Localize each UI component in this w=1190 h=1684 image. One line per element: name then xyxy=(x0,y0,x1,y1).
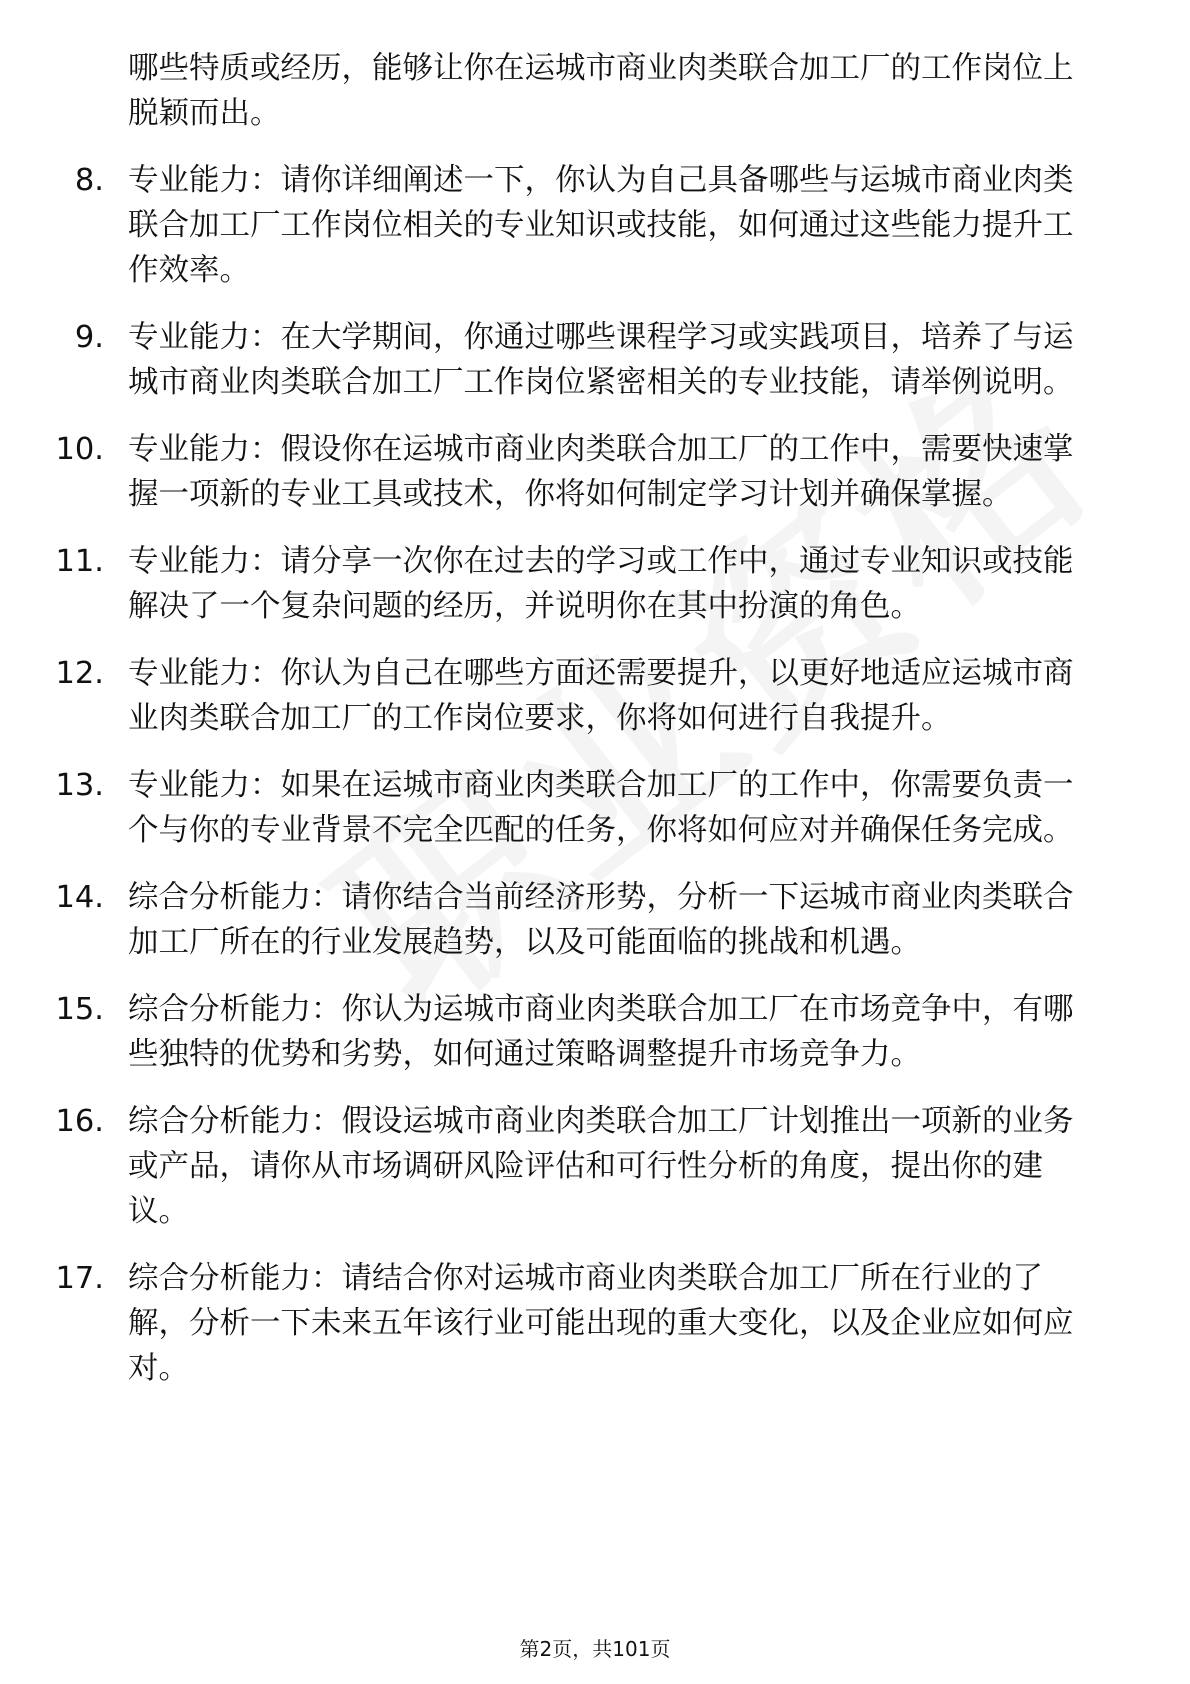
item-text: 专业能力：在大学期间，你通过哪些课程学习或实践项目，培养了与运城市商业肉类联合加工厂工作岗位紧密相关的专业技能，请举例说明。 xyxy=(128,320,1074,400)
item-text: 综合分析能力：假设运城市商业肉类联合加工厂计划推出一项新的业务或产品，请你从市场调研风险评估和可行性分析的角度，提出你的建议。 xyxy=(128,1104,1074,1229)
question-list xyxy=(0,46,1190,1413)
item-number: 14. xyxy=(55,880,104,915)
item-text: 综合分析能力：你认为运城市商业肉类联合加工厂在市场竞争中，有哪些独特的优势和劣势，如何通过策略调整提升市场竞争力。 xyxy=(128,992,1074,1072)
item-number: 11. xyxy=(55,544,104,579)
page-footer: 第2页，共101页 xyxy=(519,1637,671,1661)
item-number: 12. xyxy=(55,656,104,691)
list-item xyxy=(0,539,1103,629)
item-text: 综合分析能力：请结合你对运城市商业肉类联合加工厂所在行业的了解，分析一下未来五年该行业可能出现的重大变化，以及企业应如何应对。 xyxy=(128,1261,1074,1386)
list-item xyxy=(0,987,1103,1077)
intro-text: 哪些特质或经历，能够让你在运城市商业肉类联合加工厂的工作岗位上脱颖而出。 xyxy=(128,51,1074,131)
item-text: 综合分析能力：请你结合当前经济形势，分析一下运城市商业肉类联合加工厂所在的行业发展趋势，以及可能面临的挑战和机遇。 xyxy=(128,880,1074,960)
list-item xyxy=(0,763,1103,853)
item-number: 13. xyxy=(55,768,104,803)
item-text: 专业能力：你认为自己在哪些方面还需要提升，以更好地适应运城市商业肉类联合加工厂的工作岗位要求，你将如何进行自我提升。 xyxy=(128,656,1074,736)
list-item xyxy=(0,651,1103,741)
list-item xyxy=(0,315,1103,405)
list-item xyxy=(0,875,1103,965)
item-number: 10. xyxy=(55,432,104,467)
list-item xyxy=(0,1099,1103,1234)
item-number: 9. xyxy=(74,320,104,355)
item-text: 专业能力：请你详细阐述一下，你认为自己具备哪些与运城市商业肉类联合加工厂工作岗位相关的专业知识或技能，如何通过这些能力提升工作效率。 xyxy=(128,163,1074,288)
item-text: 专业能力：假设你在运城市商业肉类联合加工厂的工作中，需要快速掌握一项新的专业工具或技术，你将如何制定学习计划并确保掌握。 xyxy=(128,432,1074,512)
item-number: 17. xyxy=(55,1261,104,1296)
item-text: 专业能力：如果在运城市商业肉类联合加工厂的工作中，你需要负责一个与你的专业背景不完全匹配的任务，你将如何应对并确保任务完成。 xyxy=(128,768,1074,848)
list-item xyxy=(0,158,1103,293)
list-item xyxy=(0,1256,1103,1391)
item-number: 15. xyxy=(55,992,104,1027)
list-item xyxy=(0,427,1103,517)
intro-paragraph xyxy=(0,46,1103,136)
item-number: 16. xyxy=(55,1104,104,1139)
item-text: 专业能力：请分享一次你在过去的学习或工作中，通过专业知识或技能解决了一个复杂问题的经历，并说明你在其中扮演的角色。 xyxy=(128,544,1074,624)
item-number: 8. xyxy=(74,163,104,198)
